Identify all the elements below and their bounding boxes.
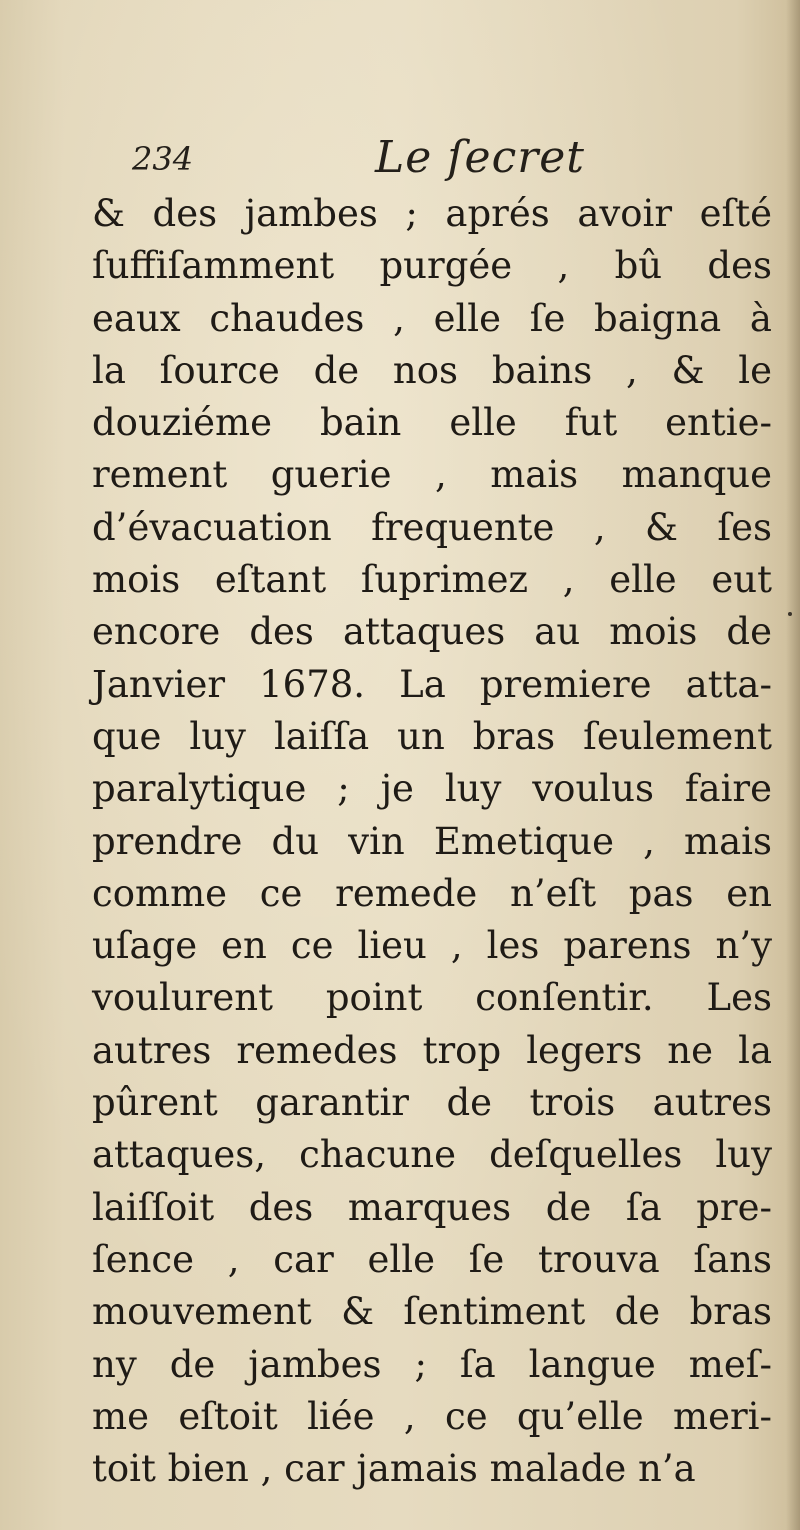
- text-line: attaques, chacune deſquelles luy: [92, 1133, 772, 1177]
- text-line: ſence , car elle ſe trouva ſans: [92, 1237, 772, 1281]
- text-line: & des jambes ; aprés avoir eſté: [92, 192, 772, 235]
- text-line: mois eſtant ſuprimez , elle eut: [92, 558, 772, 602]
- text-line: laiſſoit des marques de ſa pre-: [92, 1185, 772, 1229]
- text-line: pûrent garantir de trois autres: [92, 1081, 772, 1125]
- page-header: [120, 132, 760, 192]
- text-line: eaux chaudes , elle ſe baigna à: [92, 296, 772, 340]
- page-number: 234: [132, 140, 194, 178]
- page-edge-shadow: [786, 0, 800, 1530]
- text-line: voulurent point conſentir. Les: [92, 976, 772, 1020]
- text-line: comme ce remede n’eſt pas en: [92, 871, 772, 915]
- text-line: ſuffiſamment purgée , bû des: [92, 244, 772, 288]
- text-line: mouvement & ſentiment de bras: [92, 1290, 772, 1334]
- text-line: ny de jambes ; ſa langue meſ-: [92, 1342, 772, 1386]
- text-line: douziéme bain elle fut entie-: [92, 401, 772, 445]
- text-line: uſage en ce lieu , les parens n’y: [92, 924, 772, 968]
- text-line: encore des attaques au mois de: [92, 610, 772, 654]
- text-line: d’évacuation frequente , & ſes: [92, 505, 772, 549]
- text-line: autres remedes trop legers ne la: [92, 1028, 772, 1072]
- text-line: la ſource de nos bains , & le: [92, 348, 772, 392]
- text-line: rement guerie , mais manque: [92, 453, 772, 497]
- text-line: paralytique ; je luy voulus faire: [92, 767, 772, 811]
- text-line: me eſtoit liée , ce qu’elle meri-: [92, 1394, 772, 1438]
- text-line: que luy laiſſa un bras ſeulement: [92, 714, 772, 758]
- text-line: prendre du vin Emetique , mais: [92, 819, 772, 863]
- text-line: toit bien , car jamais malade n’a: [92, 1447, 696, 1491]
- text-line: Janvier 1678. La premiere atta-: [92, 662, 772, 706]
- running-head: Le ſecret: [375, 132, 585, 183]
- body-text: [92, 188, 772, 1495]
- ink-speck: [788, 612, 792, 616]
